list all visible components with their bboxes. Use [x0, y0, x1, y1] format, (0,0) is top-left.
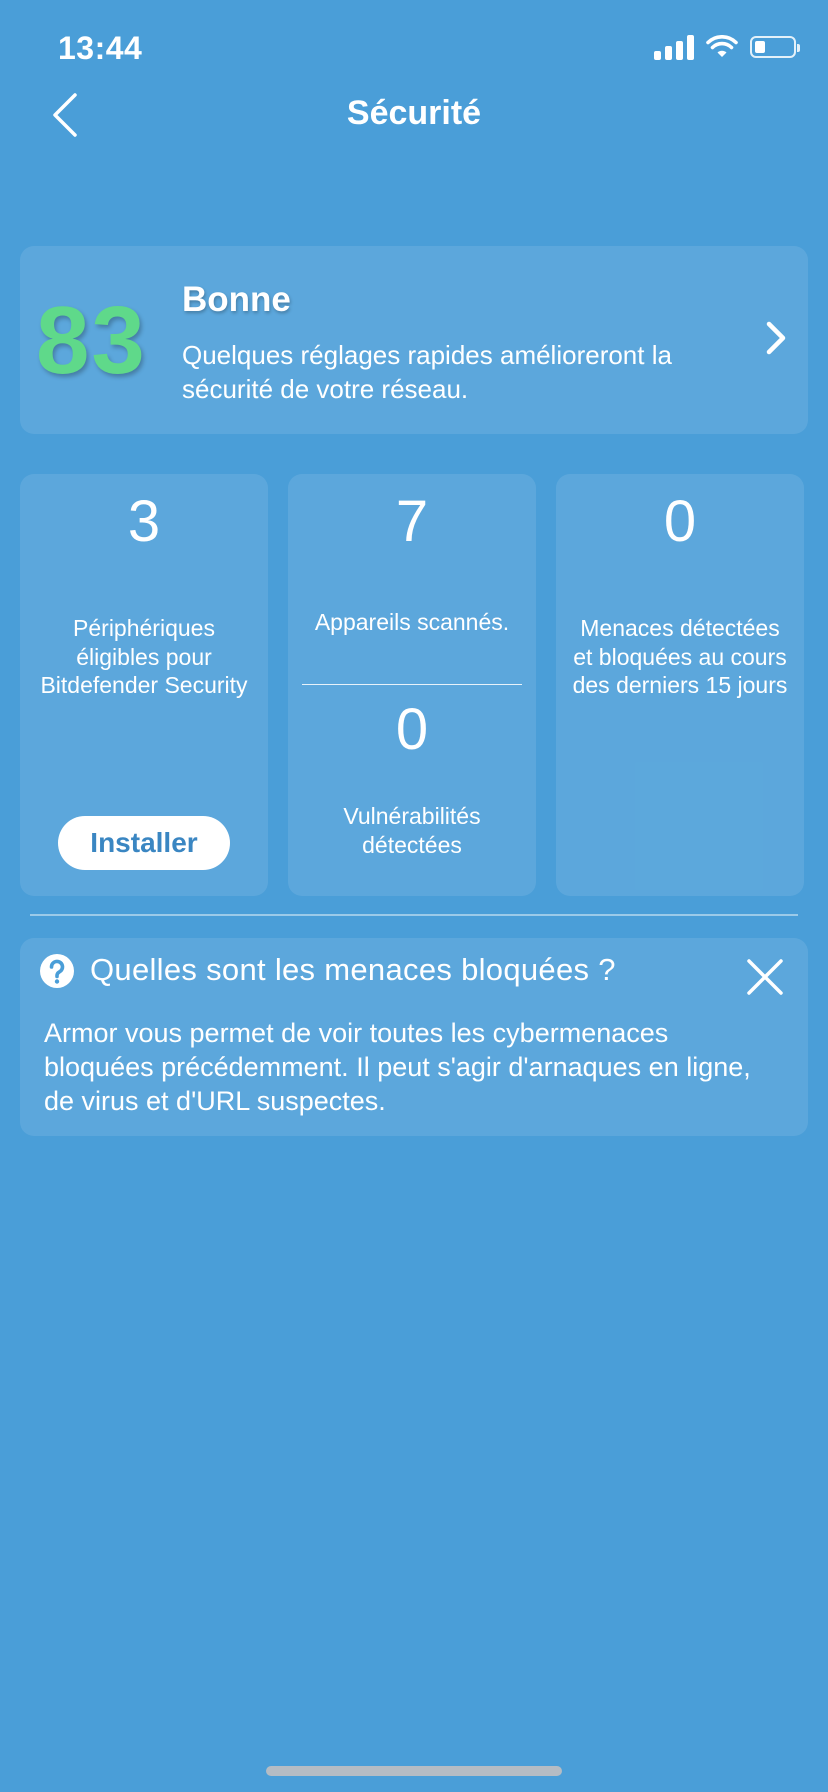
- security-score-title: Bonne: [182, 280, 291, 319]
- page-title: Sécurité: [346, 94, 482, 132]
- section-divider: [30, 914, 798, 916]
- info-card: [20, 938, 808, 1136]
- scanned-devices-count: 7: [395, 489, 429, 554]
- eligible-devices-count: 3: [127, 489, 161, 554]
- info-card-title: Quelles sont les menaces bloquées ?: [90, 952, 616, 987]
- vulnerabilities-count: 0: [395, 697, 429, 762]
- battery-icon: [750, 36, 796, 58]
- status-icons: [654, 34, 796, 60]
- cellular-signal-icon: [654, 34, 694, 60]
- status-time: 13:44: [58, 30, 143, 66]
- eligible-devices-label: Périphériques éligibles pour Bitdefender Security: [40, 615, 248, 698]
- install-button[interactable]: Installer: [58, 816, 230, 870]
- close-icon[interactable]: [744, 956, 786, 998]
- blocked-threats-count: 0: [663, 489, 697, 554]
- info-card-text: Armor vous permet de voir toutes les cybermenaces bloquées précédemment. Il peut s'agir d'arnaques en ligne, de virus et d'URL suspectes.: [44, 1018, 751, 1116]
- blocked-threats-label: Menaces détectées et bloquées au cours des derniers 15 jours: [572, 615, 788, 698]
- stat-divider: [302, 684, 522, 685]
- scanned-devices-card: [288, 474, 536, 896]
- nav-bar: [0, 80, 828, 150]
- home-indicator[interactable]: [266, 1766, 562, 1776]
- security-score-card[interactable]: [20, 246, 808, 434]
- blocked-threats-card: [556, 474, 804, 896]
- chevron-right-icon: [760, 318, 790, 358]
- eligible-devices-card: [20, 474, 268, 896]
- scanned-devices-label: Appareils scannés.: [314, 609, 510, 635]
- vulnerabilities-label: Vulnérabilités détectées: [343, 803, 481, 858]
- security-score-value: 83: [36, 287, 147, 394]
- wifi-icon: [706, 35, 738, 59]
- security-score-description: Quelques réglages rapides amélioreront la sécurité de votre réseau.: [182, 340, 672, 404]
- question-icon: [40, 954, 74, 988]
